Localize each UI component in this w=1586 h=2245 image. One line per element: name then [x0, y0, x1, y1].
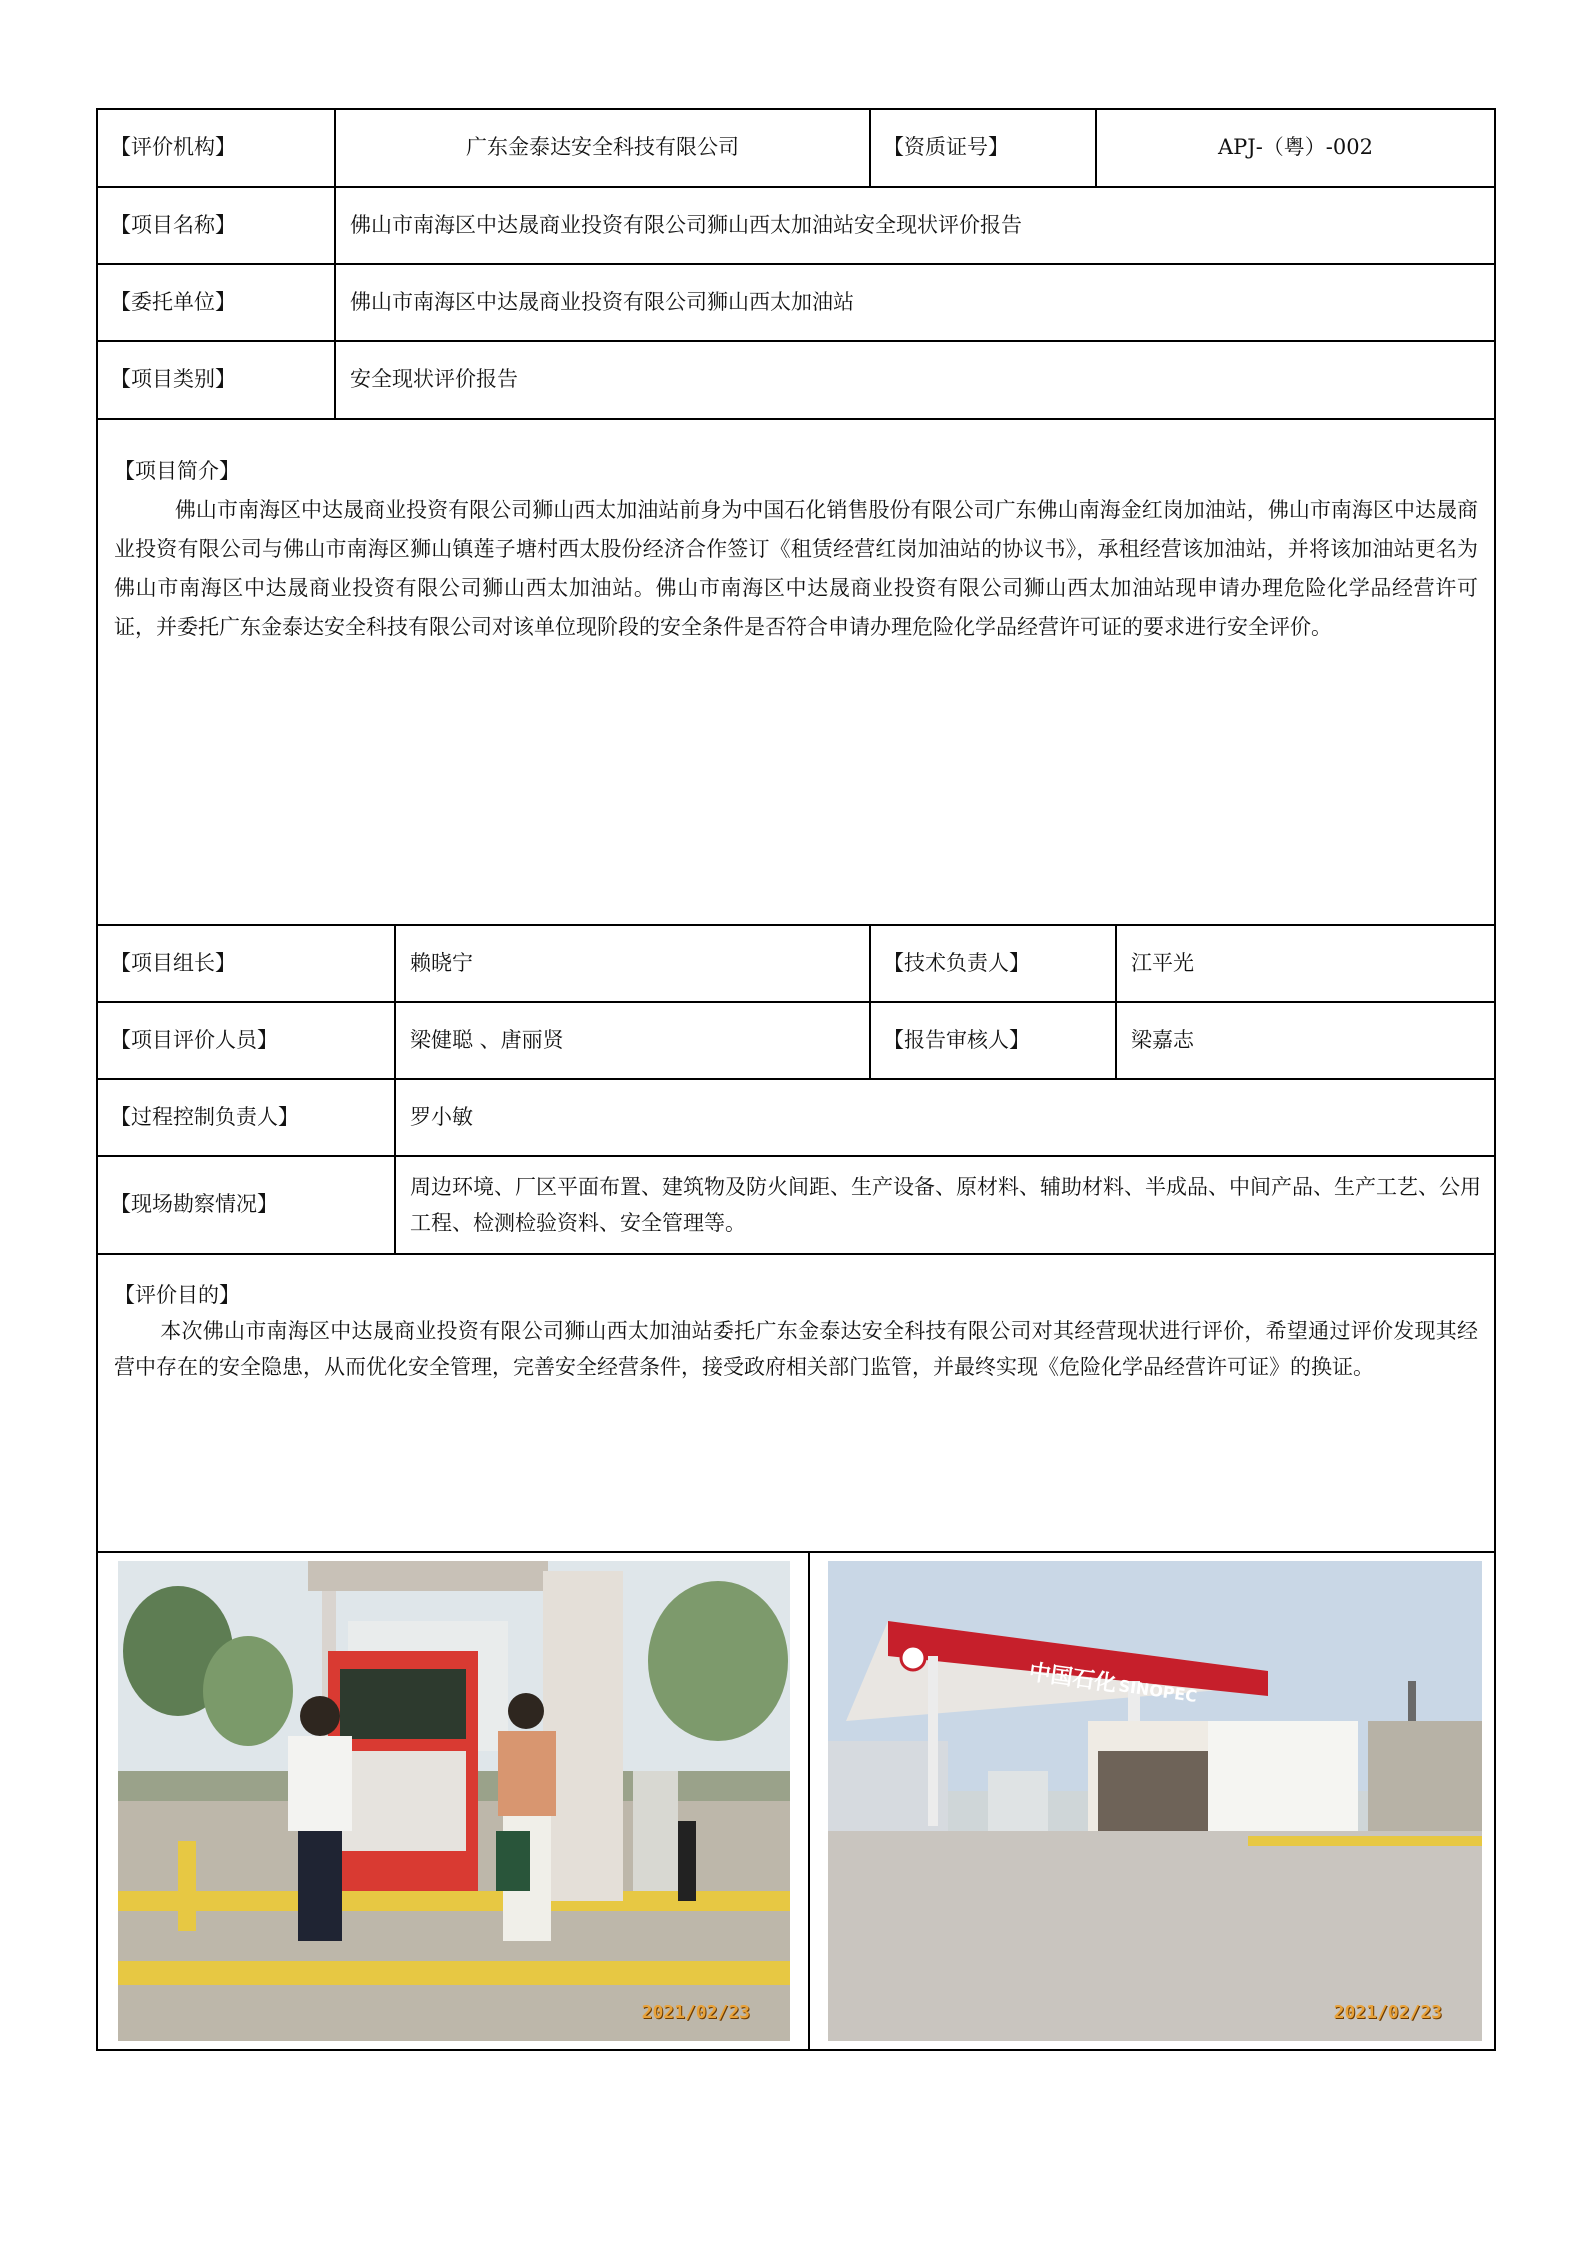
photo-right-illustration	[828, 1561, 1482, 2041]
photo-station-canopy	[828, 1561, 1482, 2041]
photo-right-date: 2021/02/23	[1333, 2002, 1442, 2023]
evaluators-value: 梁健聪 、唐丽贤	[396, 1003, 871, 1078]
client-value: 佛山市南海区中达晟商业投资有限公司狮山西太加油站	[350, 289, 854, 314]
canopy-text-cn: 中国石化	[1027, 1660, 1118, 1698]
org-label: 【评价机构】	[98, 110, 336, 186]
photo-inspectors-at-dispenser	[118, 1561, 790, 2041]
tech-lead-value: 江平光	[1131, 950, 1194, 975]
photos-row	[98, 1553, 1494, 2049]
intro-text: 佛山市南海区中达晟商业投资有限公司狮山西太加油站前身为中国石化销售股份有限公司广东佛山南海金红岗加油站，佛山市南海区中达晟商业投资有限公司与佛山市南海区狮山镇莲子塘村西太股份经济合作签订《租赁经营红岗加油站的协议书》，承租经营该加油站，并将该加油站更名为佛山市南海区中达晟商业投资有限公司狮山西太加油站。佛山市南海区中达晟商业投资有限公司狮山西太加油站现申请办理危险化学品经营许可证，并委托广东金泰达安全科技有限公司对该单位现阶段的安全条件是否符合申请办理危险化学品经营许可证的要求进行安全评价。	[114, 498, 1478, 639]
project-name-label: 【项目名称】	[98, 188, 336, 263]
site-survey-row	[98, 1157, 1494, 1255]
photo-left-illustration	[118, 1561, 790, 2041]
project-type-value: 安全现状评价报告	[350, 367, 518, 392]
leader-label: 【项目组长】	[98, 926, 396, 1001]
evaluators-row	[98, 1003, 1494, 1080]
site-survey-value: 周边环境、厂区平面布置、建筑物及防火间距、生产设备、原材料、辅助材料、半成品、中间产品、生产工艺、公用工程、检测检验资料、安全管理等。	[410, 1175, 1481, 1235]
leader-row	[98, 926, 1494, 1003]
client-label: 【委托单位】	[98, 265, 336, 340]
cert-value: APJ-（粤）-002	[1218, 135, 1373, 160]
process-control-label: 【过程控制负责人】	[98, 1080, 396, 1155]
process-control-row	[98, 1080, 1494, 1157]
org-value: 广东金泰达安全科技有限公司	[336, 110, 871, 186]
reviewer-label: 【报告审核人】	[871, 1003, 1117, 1078]
intro-label: 【项目简介】	[114, 459, 240, 483]
evaluators-label: 【项目评价人员】	[98, 1003, 396, 1078]
project-type-label: 【项目类别】	[98, 342, 336, 418]
project-type-row	[98, 342, 1494, 420]
client-row	[98, 265, 1494, 342]
photo-left-date: 2021/02/23	[641, 2002, 750, 2023]
canopy-text-en: SINOPEC	[1117, 1676, 1199, 1706]
leader-value: 赖晓宁	[396, 926, 871, 1001]
process-control-value: 罗小敏	[410, 1104, 473, 1129]
reviewer-value: 梁嘉志	[1131, 1027, 1194, 1052]
evaluation-info-sheet	[96, 108, 1496, 2051]
org-row	[98, 110, 1494, 188]
project-name-value: 佛山市南海区中达晟商业投资有限公司狮山西太加油站安全现状评价报告	[350, 212, 1022, 237]
purpose-label: 【评价目的】	[114, 1283, 240, 1307]
tech-lead-label: 【技术负责人】	[871, 926, 1117, 1001]
project-name-row	[98, 188, 1494, 265]
site-survey-label: 【现场勘察情况】	[98, 1157, 396, 1253]
cert-label: 【资质证号】	[871, 110, 1097, 186]
intro-section	[98, 420, 1494, 926]
purpose-text: 本次佛山市南海区中达晟商业投资有限公司狮山西太加油站委托广东金泰达安全科技有限公司对其经营现状进行评价，希望通过评价发现其经营中存在的安全隐患，从而优化安全管理，完善安全经营条件，接受政府相关部门监管，并最终实现《危险化学品经营许可证》的换证。	[114, 1319, 1478, 1379]
purpose-section	[98, 1255, 1494, 1553]
